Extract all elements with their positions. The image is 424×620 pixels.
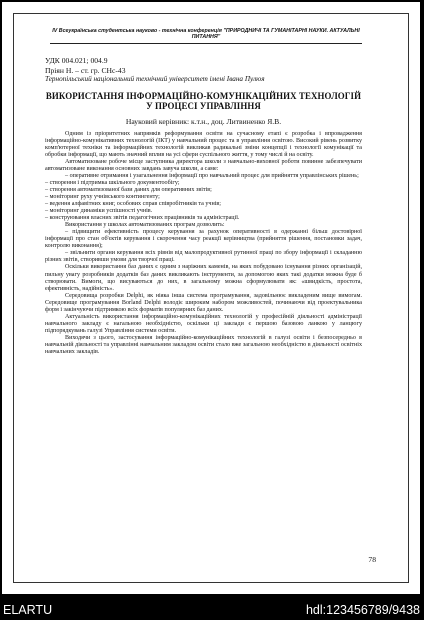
paragraph: Виходячи з цього, застосування інформаційно-комунікаційних технологій в галузі освіти і безпосередньо в навчальній діяльності та управлінні навчальним закладом освіти стало вже загальною необхідністю в діяльності освітніх навчальних закладів. — [45, 334, 362, 356]
article-title: ВИКОРИСТАННЯ ІНФОРМАЦІЙНО-КОМУНІКАЦІЙНИХ ТЕХНОЛОГІЙ У ПРОЦЕСІ УПРАВЛІННЯ — [45, 90, 362, 112]
page-number: 78 — [368, 555, 376, 564]
list-item: – оперативне отримання і узагальнення інформації про навчальний процес для прийняття управлінських рішень; — [65, 172, 359, 179]
paragraph: Актуальність використання інформаційно-комунікаційних технологій у професійній діяльності адміністрації навчального закладу є нагальною необхідністю, оскільки ці заклади є першою базовою ланкою у ланцюгу підпорядкувань галузі Управління системи освіти. — [45, 313, 362, 334]
paragraph: Автоматизоване робоче місце заступника директора школи з навчально-виховної роботи повинне забезпечувати автоматизоване виконання основних завдань завуча школи, а саме: — [45, 158, 362, 172]
list-item: – ведення алфавітних книг, особових справ співробітників та учнів; — [45, 201, 221, 208]
list-item: – підвищити ефективність процесу керування за рахунок оперативності в одержанні більш достовірної інформації про стан об'єктів керування і скорочення часу реакції керівництва (прийняття рішення, постановки задач, контролю виконання); — [45, 229, 362, 250]
paragraph: Використання у школах автоматизованих програм дозволить: — [65, 222, 225, 229]
list-item: – конструювання власних звітів педагогічних працівників та адміністрації. — [45, 215, 240, 222]
document-page — [2, 2, 420, 594]
paragraph: Оскільки використання баз даних є одним з наріжних каменів, на яких побудовано існування різних організацій, пильну увагу розробників додатків баз даних викликають інструменти, за допомогою яких такі додатки можна буде б створювати. Вимоги, що висуваються до них, в загальному можна сформулювати як: «швидкість, простота, ефективність, надійність». — [45, 264, 362, 292]
list-item: – моніторинг руху учнівського контингенту; — [45, 194, 160, 201]
paragraph: Середовища розробки Delphi, як ніяка інша система програмування, задовільнює викладеним вище вимогам. Середовище програмування Borland Delphi володіє широким набором можливостей, починаючи від проектувальника форм і закінчуючи підтримкою всіх форматів популярних баз даних. — [45, 292, 362, 313]
institution-line: Тернопільський національний технічний університет імені Івана Пулюя — [45, 75, 265, 84]
repository-label: ELARTU — [3, 603, 53, 617]
udc-code: УДК 004.021; 004.9 — [45, 56, 108, 65]
author-line: Пріян Н. – ст. гр. СНс-43 — [45, 65, 126, 75]
list-item: – створення автоматизованої бази даних для оперативних звітів; — [45, 186, 212, 193]
handle-id: hdl:123456789/9438 — [305, 603, 420, 617]
conference-header: IV Всеукраїнська студентська науково - технічна конференція "ПРИРОДНИЧІ ТА ГУМАНІТАРНІ НАУКИ. АКТУАЛЬНІ ПИТАННЯ" — [50, 28, 362, 44]
list-item: – звільнити органи керування всіх рівнів від малопродуктивної рутинної праці по збору інформації і складанню різних звітів, створивши умови для творчої праці. — [45, 250, 362, 264]
repository-footer — [0, 600, 424, 620]
supervisor-line: Науковий керівник: к.т.н., доц. Литвиненко Я.В. — [125, 116, 282, 126]
article-body — [45, 56, 362, 356]
list-item: – створення і підтримка шкільного документообігу; — [45, 179, 180, 186]
paragraph: Одним із пріоритетних напрямків реформування освіти на сучасному етапі є розробка і впровадження інформаційно-комунікативних технологій (ІКТ) у навчальний процес та в управління освітою. Високий рівень розвитку комп'ютерної техніки та інформаційних технологій викликав радикальні зміни концепції і технології комунікації та обробки інформації, що мають значний вплив на усі сфери суспільного життя, у тому числі й на освіту. — [45, 130, 362, 158]
list-item: – моніторинг динаміки успішності учнів. — [45, 208, 153, 215]
